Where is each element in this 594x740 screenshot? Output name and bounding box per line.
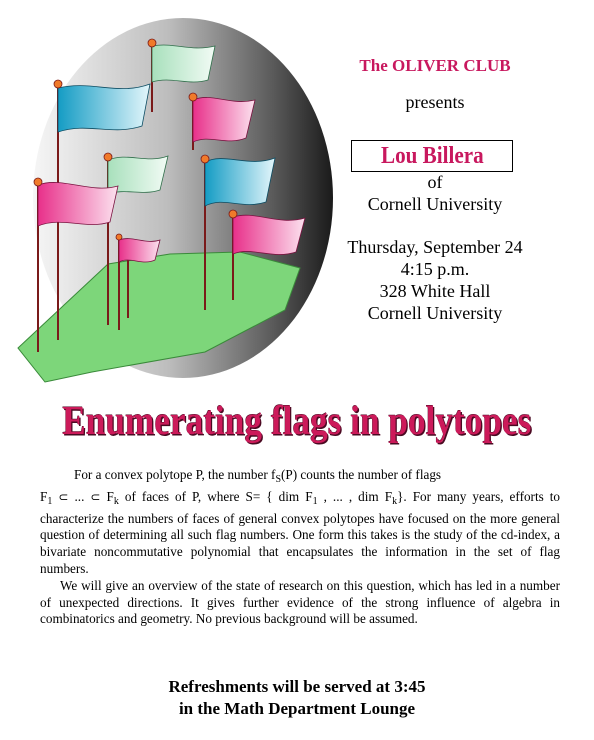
flag-pink	[38, 182, 118, 226]
abstract-paragraph-1	[40, 467, 560, 578]
subscript-k: k	[113, 495, 119, 507]
f-symbol: f	[271, 467, 276, 482]
flag-number-symbol	[271, 467, 282, 485]
pole-finial	[34, 178, 42, 186]
pole-finial	[201, 155, 209, 163]
pole-finial	[104, 153, 112, 161]
abstract-text: }. For many years, efforts to characterize the numbers of faces of general convex polytopes have focused on the more general question of determining all such flag numbers. One form this takes is the study of the cd-index, a bivariate noncommutative polynomial that encapsulates the information in the set of flag numbers.	[40, 488, 561, 576]
subset-symbol: ⊂	[58, 489, 69, 504]
event-date: Thursday, September 24	[347, 237, 523, 257]
abstract-text: of faces of P, where S= { dim F	[118, 488, 313, 504]
abstract-text: For a convex polytope P, the number	[74, 467, 272, 482]
flag-pink	[119, 239, 160, 262]
f-face: F	[40, 488, 48, 504]
event-place: Cornell University	[367, 303, 503, 323]
ellipsis: ...	[68, 488, 91, 504]
abstract-text: , ... , dim F	[317, 488, 393, 504]
subset-symbol: ⊂	[90, 489, 101, 504]
flag-chain	[40, 488, 119, 507]
speaker-name: Lou Billera	[380, 143, 484, 169]
pole-finial	[189, 93, 197, 101]
pole-finial	[116, 234, 122, 240]
subscript-1: 1	[312, 495, 318, 507]
flag-cyan	[205, 158, 275, 206]
event-time: 4:15 p.m.	[400, 259, 470, 279]
speaker-affiliation: Cornell University	[367, 194, 503, 214]
s-subscript: S	[275, 474, 282, 485]
event-room: 328 White Hall	[379, 281, 491, 301]
event-details	[325, 236, 545, 324]
speaker-box	[351, 140, 513, 172]
subscript-k: k	[392, 495, 398, 507]
pole-finial	[229, 210, 237, 218]
refreshments-line-2: in the Math Department Lounge	[178, 699, 416, 718]
abstract-text: (P) counts the number of flags	[281, 467, 442, 482]
refreshments-note	[0, 676, 594, 720]
abstract-paragraph-2: We will give an overview of the state of research on this question, which has led in a number of unexpected directions. It gives further evidence of the strong influence of algebra in combinatorics and geometry. No previous background will be assumed.	[40, 577, 560, 627]
presents-label: presents	[405, 92, 465, 112]
talk-title-text: Enumerating flags in polytopes	[62, 397, 532, 443]
pole-finial	[54, 80, 62, 88]
pole-finial	[148, 39, 156, 47]
abstract	[40, 467, 560, 628]
club-name: The OLIVER CLUB	[359, 56, 511, 75]
flags-illustration	[0, 0, 340, 395]
f-face: F	[106, 488, 114, 504]
talk-title	[0, 395, 594, 445]
flag-cyan	[58, 84, 150, 132]
flag-mint	[152, 45, 215, 82]
flag-pink	[233, 215, 305, 254]
refreshments-line-1: Refreshments will be served at 3:45	[168, 677, 426, 696]
subscript-1: 1	[47, 495, 53, 507]
flag-pink	[193, 97, 255, 142]
of-label: of	[427, 172, 443, 192]
